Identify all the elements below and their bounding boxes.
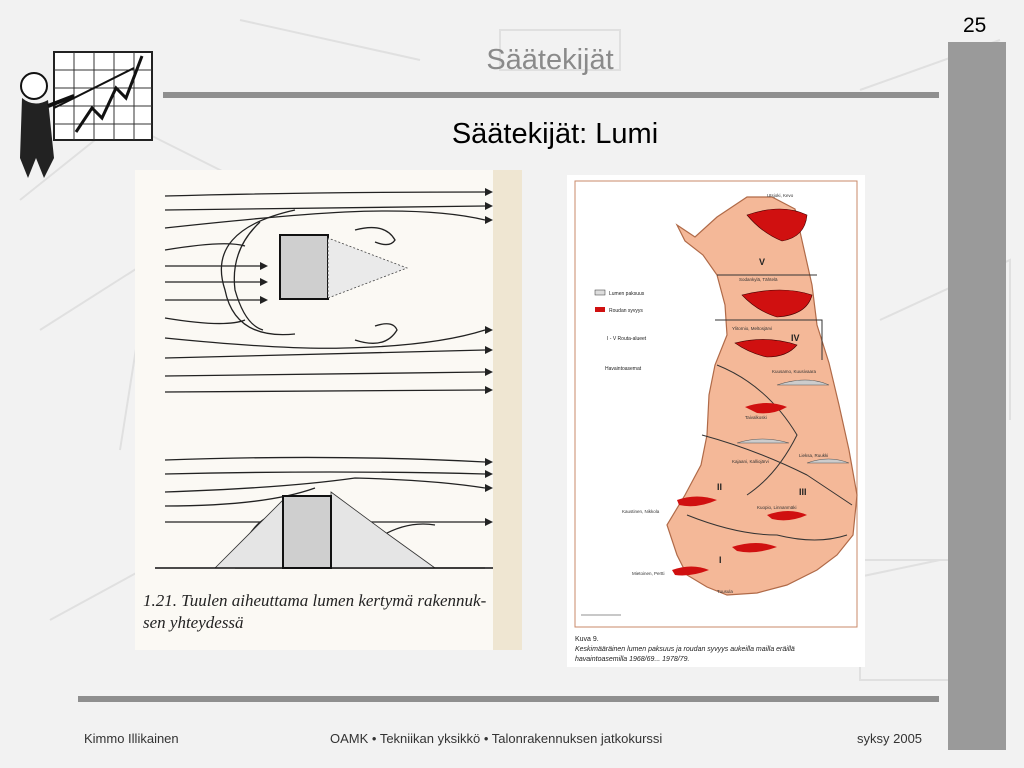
legend-stations: Havaintoasemat (605, 366, 642, 372)
page-number: 25 (963, 14, 987, 37)
snow-drift-diagram (135, 170, 522, 650)
map-caption-line3: havaintoasemilla 1968/69... 1978/79. (575, 656, 690, 663)
presenter-chart-logo (14, 48, 156, 180)
title-divider (163, 92, 939, 98)
station-label: Kuopio, Linnanmäki (757, 505, 797, 510)
legend-regions: I - V Routa-alueet (607, 336, 647, 342)
footer-course: OAMK • Tekniikan yksikkö • Talonrakennuksen jatkokurssi (330, 731, 663, 746)
station-label: Sodankylä, Tähtelä (739, 277, 778, 282)
left-caption-line2: sen yhteydessä (143, 613, 244, 632)
legend-snow-depth: Lumen paksuus (609, 291, 645, 297)
station-label: Lieksa, Ruukki (799, 453, 829, 458)
region-label-iv: IV (791, 333, 800, 343)
footer-author: Kimmo Illikainen (84, 731, 179, 746)
slide-title: Säätekijät (486, 44, 614, 76)
footer-divider (78, 696, 939, 702)
station-label: Taivalkoski (745, 415, 767, 420)
map-caption-line2: Keskimääräinen lumen paksuus ja roudan syvyys aukeilla mailla eräillä (575, 646, 795, 653)
station-label: Kaustinen, Nikkola (622, 509, 660, 514)
finland-snow-frost-map (567, 175, 865, 667)
station-label: Kajaani, Kalliojärvi (732, 459, 769, 464)
region-label-v: V (759, 257, 766, 267)
region-label-i: I (719, 555, 722, 565)
region-label-iii: III (799, 487, 807, 497)
station-label: Kuusamo, Kuusivaara (772, 369, 817, 374)
station-label: Utsjoki, Kevo (767, 193, 794, 198)
station-label: Tuusula (717, 589, 733, 594)
map-caption-line1: Kuva 9. (575, 636, 599, 643)
left-caption-line1: 1.21. Tuulen aiheuttama lumen kertymä rakennuk- (143, 591, 487, 610)
station-label: Mietoinen, Pertti (632, 571, 665, 576)
region-label-ii: II (717, 482, 723, 492)
legend-frost-depth: Roudan syvyys (609, 308, 643, 314)
footer-term: syksy 2005 (857, 731, 923, 746)
station-label: Ylitornio, Meltosjärvi (732, 326, 773, 331)
right-sidebar (948, 42, 1006, 750)
slide-subtitle: Säätekijät: Lumi (451, 118, 659, 150)
